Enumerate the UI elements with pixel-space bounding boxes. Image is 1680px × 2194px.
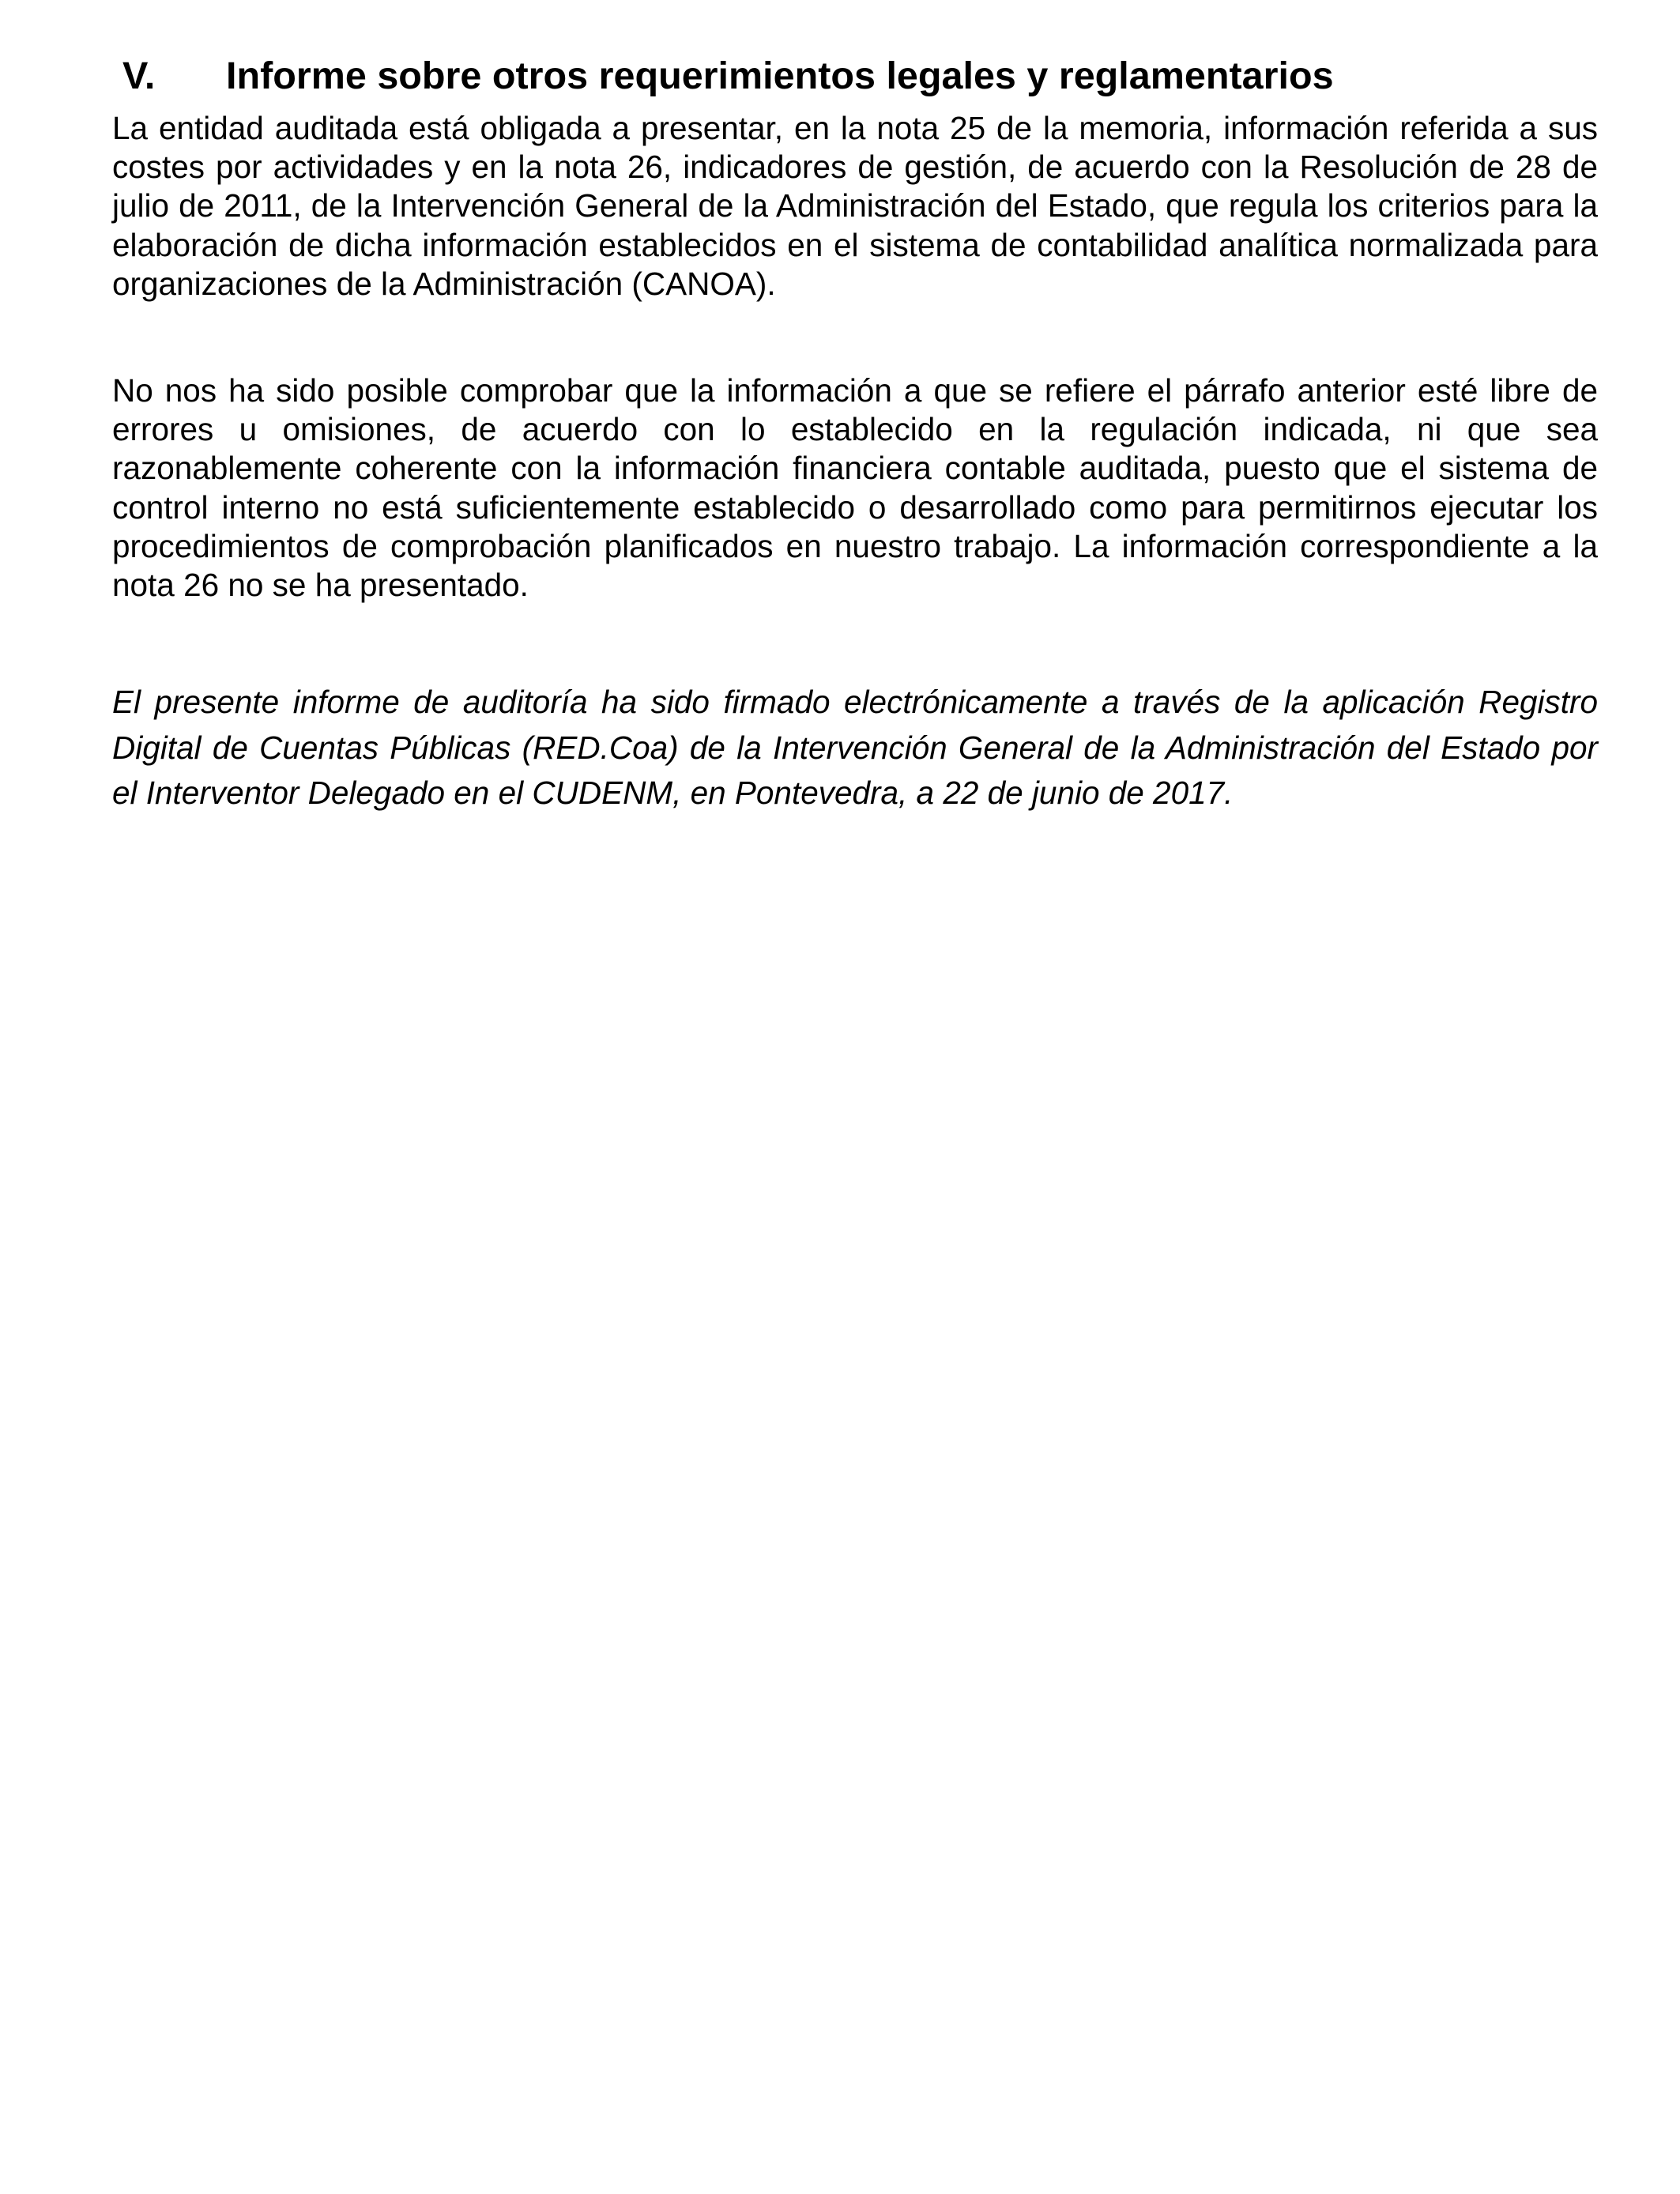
signature-note: El presente informe de auditoría ha sido firmado electrónicamente a través de la aplicación Registro Digital de Cuentas Públicas (RED.Coa) de la Intervención General de la Administración del Estado por el Interventor Delegado en el CUDENM, en Pontevedra, a 22 de junio de 2017.: [112, 684, 1598, 811]
section-title: Informe sobre otros requerimientos legales y reglamentarios: [226, 55, 1334, 98]
paragraph-verification-limitation: No nos ha sido posible comprobar que la información a que se refiere el párrafo anterior esté libre de errores u omisiones, de acuerdo con lo establecido en la regulación indicada, ni que sea razonablemente coherente con la información financiera contable auditada, puesto que el sistema de control interno no está suficientemente establecido o desarrollado como para permitirnos ejecutar los procedimientos de comprobación planificados en nuestro trabajo. La información correspondiente a la nota 26 no se ha presentado.: [112, 372, 1598, 604]
section-number: V.: [122, 55, 156, 98]
paragraph-canoa-requirement: La entidad auditada está obligada a presentar, en la nota 25 de la memoria, información referida a sus costes por actividades y en la nota 26, indicadores de gestión, de acuerdo con la Resolución de 28 de julio de 2011, de la Intervención General de la Administración del Estado, que regula los criterios para la elaboración de dicha información establecidos en el sistema de contabilidad analítica normalizada para organizaciones de la Administración (CANOA).: [112, 110, 1598, 302]
section-heading: [122, 49, 1624, 103]
